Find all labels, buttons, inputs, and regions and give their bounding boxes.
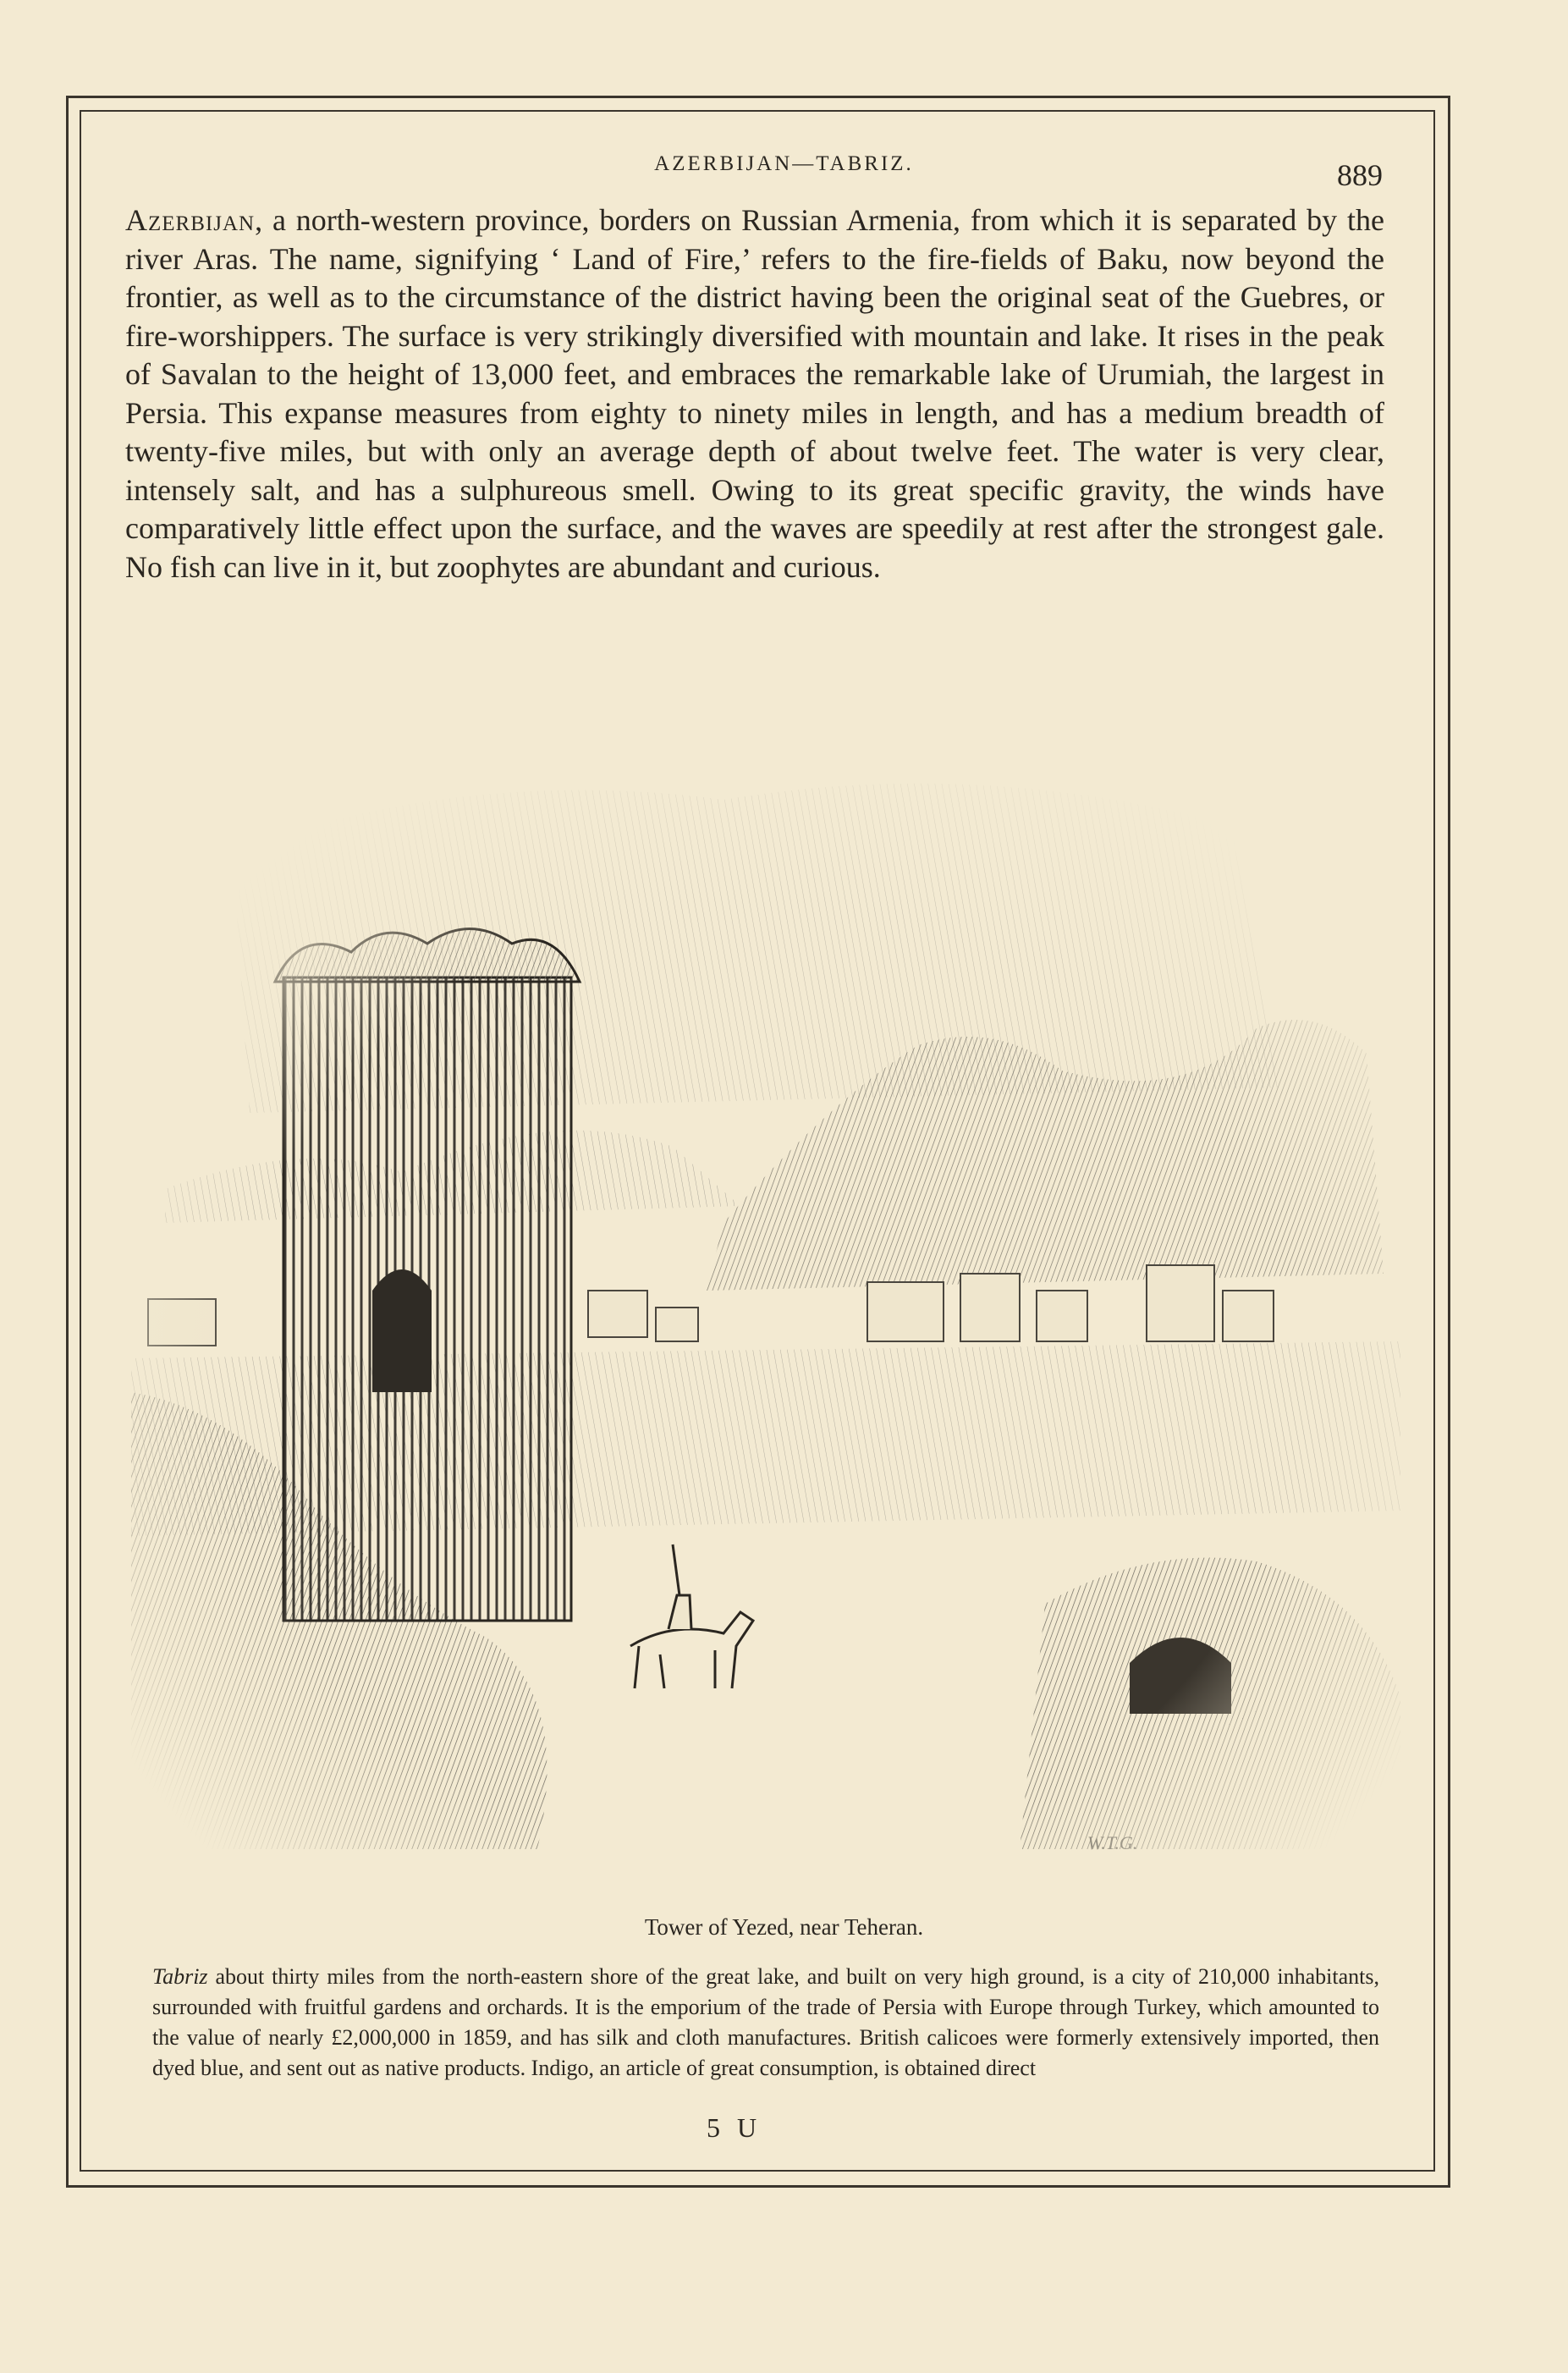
signature-mark: 5 U	[707, 2112, 762, 2143]
paragraph-tabriz	[152, 1962, 1379, 2084]
paragraph-body: , a north-western province, borders on Russian Armenia, from which it is separated by the river Aras. The name, signifying ‘ Land of Fire,’ refers to the fire-fields of Baku, now beyond the frontier, as well as to the circumstance of the district having been the original seat of the Guebres, or fire-worshippers. The surface is very strikingly diversified with mountain and lake. It rises in the peak of Savalan to the height of 13,000 feet, and embraces the remarkable lake of Urumiah, the largest in Persia. This expanse measures from eighty to ninety miles in length, and has a medium breadth of twenty-five miles, but with only an average depth of about twelve feet. The water is very clear, intensely salt, and has a sulphureous smell. Owing to its great specific gravity, the winds have comparatively little effect upon the surface, and the waves are speedily at rest after the strongest gale. No fish can live in it, but zoophytes are abundant and curious.	[125, 203, 1384, 584]
running-head: AZERBIJAN—TABRIZ.	[654, 152, 914, 175]
paragraph-lead-word: Tabriz	[152, 1964, 208, 1989]
paragraph-body: about thirty miles from the north-eastern shore of the great lake, and built on very high ground, is a city of 210,000 inhabitants, surrounded with fruitful gardens and orchards. It is the emporium of the trade of Persia with Europe through Turkey, which amounted to the value of nearly £2,000,000 in 1859, and has silk and cloth manufactures. British calicoes were formerly extensively imported, then dyed blue, and sent out as native products. Indigo, an article of great consumption, is obtained direct	[152, 1964, 1379, 2080]
engraving-tower-illustration	[131, 749, 1400, 1900]
paragraph-azerbijan	[125, 201, 1384, 586]
illustration-caption: Tower of Yezed, near Teheran.	[644, 1914, 924, 1940]
paragraph-lead-word: Azerbijan	[125, 203, 256, 237]
page-number: 889	[1337, 158, 1383, 192]
